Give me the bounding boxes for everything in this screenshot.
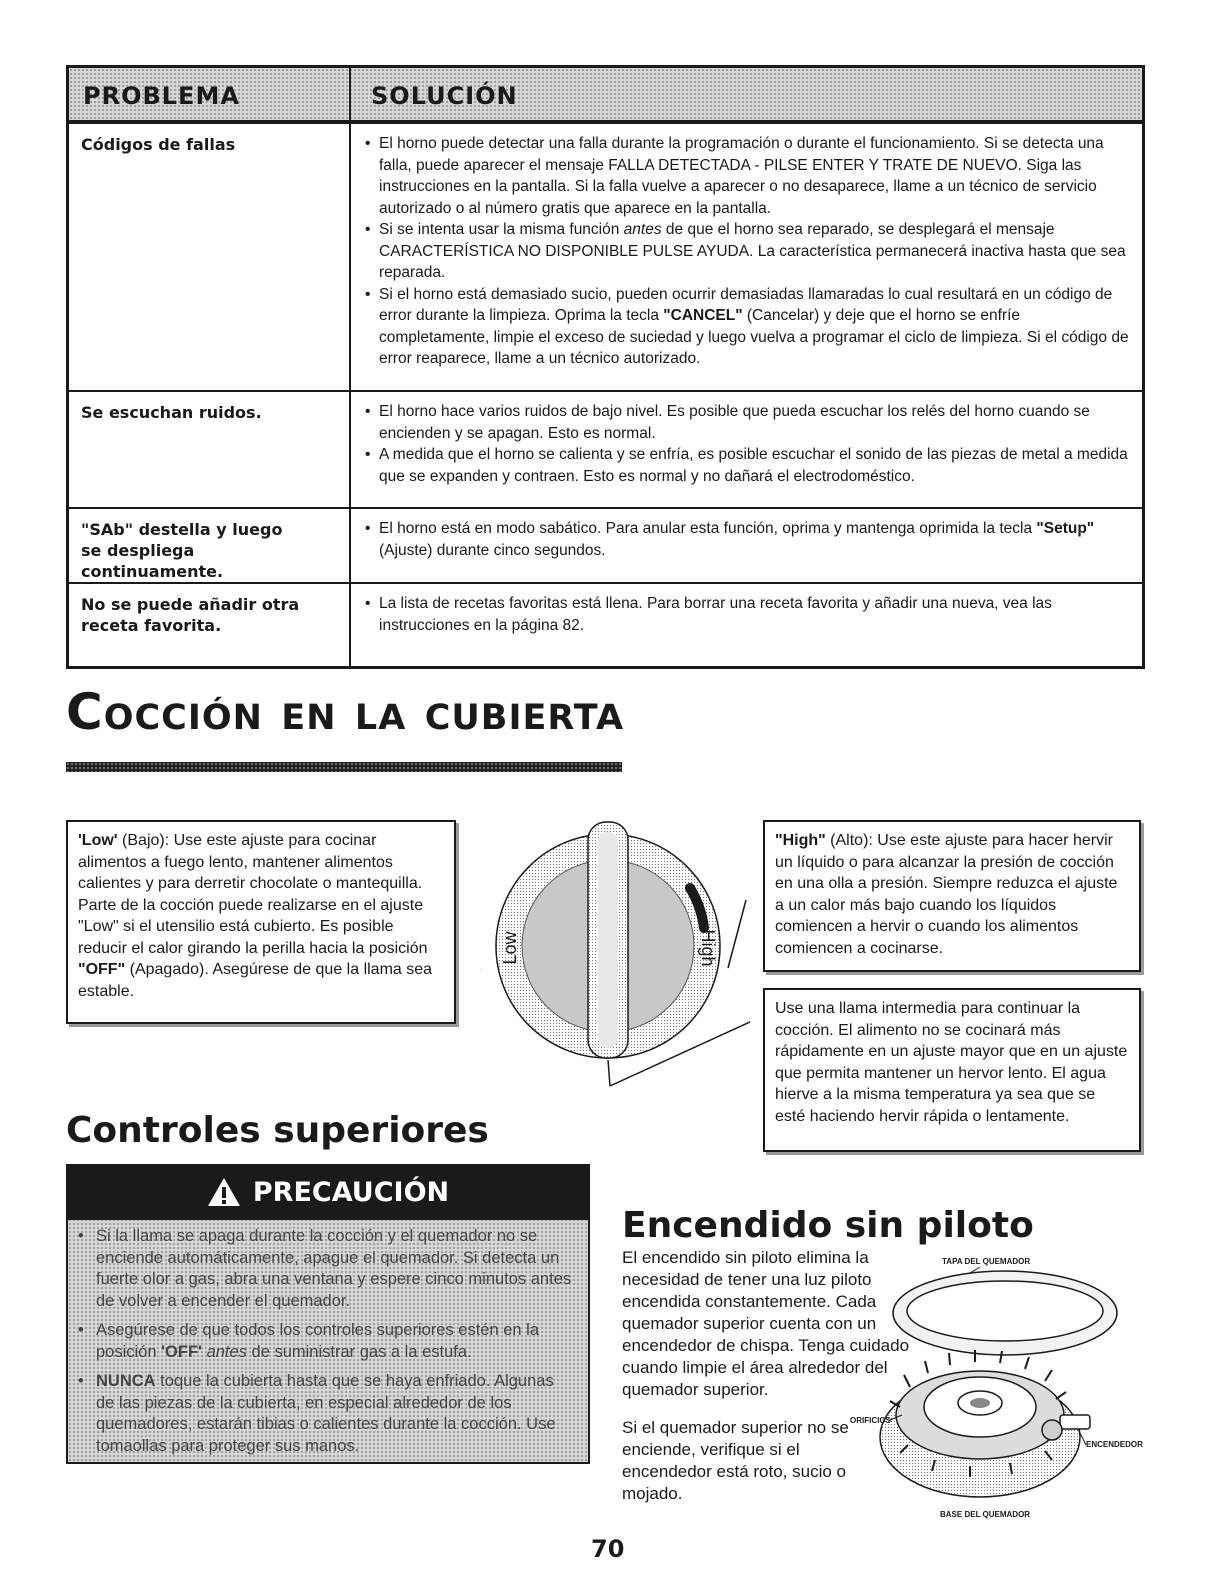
label-burner-cap: TAPA DEL QUEMADOR: [942, 1257, 1031, 1266]
table-row: [69, 122, 1142, 390]
burner-diagram: [830, 1255, 1150, 1520]
caution-title: PRECAUCIÓN: [252, 1176, 450, 1208]
encendido-paragraph: Si el quemador superior no se enciende, verifique si el encendedor está roto, sucio o mojado.: [622, 1418, 849, 1503]
section-rule: [66, 762, 622, 772]
medium-setting-box: Use una llama intermedia para continuar la cocción. El alimento no se cocinará más rápidamente en un ajuste mayor que en un ajuste que permita mantener un hervor lento. El agua hierve a la misma temperatura ya sea que se esté haciendo hervir rápida o lentamente.: [763, 988, 1141, 1152]
problem-cell: Se escuchan ruidos.: [69, 392, 351, 507]
solution-item: • El horno hace varios ruidos de bajo nivel. Es posible que pueda escuchar los relés del horno cuando se encienden y se apagan. Esto es normal.: [365, 401, 1134, 444]
solution-item: • Si se intenta usar la misma función antes de que el horno sea reparado, se desplegará el mensaje CARACTERÍSTICA NO DISPONIBLE PULSE AYUDA. La característica permanecerá inactiva hasta que sea reparada.: [365, 219, 1134, 284]
page-number: 70: [591, 1535, 625, 1563]
controles-title: Controles superiores: [66, 1110, 489, 1151]
solution-item: • Si el horno está demasiado sucio, pueden ocurrir demasiadas llamaradas lo cual resultará en un código de error durante la limpieza. Oprima la tecla "CANCEL" (Cancelar) y deje que el horno se enfríe completamente, limpie el exceso de suciedad y luego vuelva a programar el ciclo de limpieza. Si el código de error reaparece, llame a un técnico autorizado.: [365, 284, 1134, 370]
high-setting-box: "High" (Alto): Use este ajuste para hacer hervir un líquido o para alcanzar la presión de cocción en una olla a presión. Siempre reduzca el ajuste a un calor más bajo cuando los líquidos comiencen a hervir o cuando los alimentos comiencen a cocinarse.: [763, 820, 1141, 972]
caution-header: [66, 1164, 590, 1220]
solution-cell: [351, 509, 1142, 582]
burner-knob-illustration: [480, 818, 750, 1088]
label-igniter: ENCENDEDOR: [1086, 1440, 1143, 1449]
knob-high-label: High: [698, 929, 718, 967]
table-row: [69, 507, 1142, 582]
caution-item: • Si la llama se apaga durante la cocción y el quemador no se enciende automáticamente, apague el quemador. Si detecta un fuerte olor a gas, abra una ventana y espere cinco minutos antes de volver a encender el quemador.: [76, 1226, 576, 1312]
low-setting-box: 'Low' (Bajo): Use este ajuste para cocinar alimentos a fuego lento, mantener alimentos calientes y para derretir chocolate o mantequilla. Parte de la cocción puede realizarse en el ajuste "Low" si el utensilio está cubierto. Es posible reducir el calor girando la perilla hacia la posición "OFF" (Apagado). Asegúrese de que la llama sea estable.: [66, 820, 456, 1024]
header-problema: PROBLEMA: [69, 68, 351, 120]
encendido-title: Encendido sin piloto: [622, 1205, 1034, 1246]
label-burner-base: BASE DEL QUEMADOR: [940, 1510, 1031, 1519]
caution-list: [76, 1226, 576, 1465]
solution-item: • El horno puede detectar una falla durante la programación o durante el funcionamiento. Si se detecta una falla, puede aparecer el mensaje FALLA DETECTADA - PILSE ENTER Y TRATE DE NUEVO. Siga las instrucciones en la pantalla. Si la falla vuelve a aparecer o no desaparece, llame a un técnico de servicio autorizado o al número gratis que aparece en la pantalla.: [365, 133, 1134, 219]
problem-cell: Códigos de fallas: [69, 124, 351, 390]
solution-item: • El horno está en modo sabático. Para anular esta función, oprima y mantenga oprimida la tecla "Setup" (Ajuste) durante cinco segundos.: [365, 518, 1134, 561]
solution-cell: [351, 392, 1142, 507]
problem-cell: No se puede añadir otra receta favorita.: [69, 584, 351, 666]
table-row: [69, 582, 1142, 666]
solution-cell: [351, 584, 1142, 666]
solution-item: • A medida que el horno se calienta y se enfría, es posible escuchar el sonido de las piezas de metal a medida que se expanden y contraen. Esto es normal y no dañará el electrodoméstico.: [365, 444, 1134, 487]
solution-cell: [351, 124, 1142, 390]
warning-icon: [207, 1177, 241, 1207]
troubleshooting-table: [66, 65, 1145, 669]
caution-item: • NUNCA toque la cubierta hasta que se haya enfriado. Algunas de las piezas de la cubierta, en especial alrededor de los quemadores, estarán tibias o calientes durante la cocción. Use tomaollas para proteger sus manos.: [76, 1371, 576, 1457]
table-row: [69, 390, 1142, 507]
problem-cell: "SAb" destella y luego se despliega continuamente.: [69, 509, 351, 582]
table-header: [69, 68, 1142, 122]
header-solucion: SOLUCIÓN: [371, 82, 518, 110]
encendido-paragraph: El encendido sin piloto elimina la necesidad de tener una luz piloto encendida constantemente. Cada quemador superior cuenta con un encendedor de chispa. Tenga cuidado cuando limpie el área alrededor del quemador superior.: [622, 1248, 910, 1399]
solution-item: • La lista de recetas favoritas está llena. Para borrar una receta favorita y añadir una nueva, vea las instrucciones en la página 82.: [365, 593, 1134, 636]
caution-item: • Asegúrese de que todos los controles superiores estén en la posición 'OFF' antes de suministrar gas a la estufa.: [76, 1320, 576, 1363]
label-burner-ports: ORIFICIOS: [850, 1416, 891, 1425]
section-title: Cocción en la cubierta: [66, 683, 625, 741]
knob-low-label: Low: [500, 931, 520, 965]
